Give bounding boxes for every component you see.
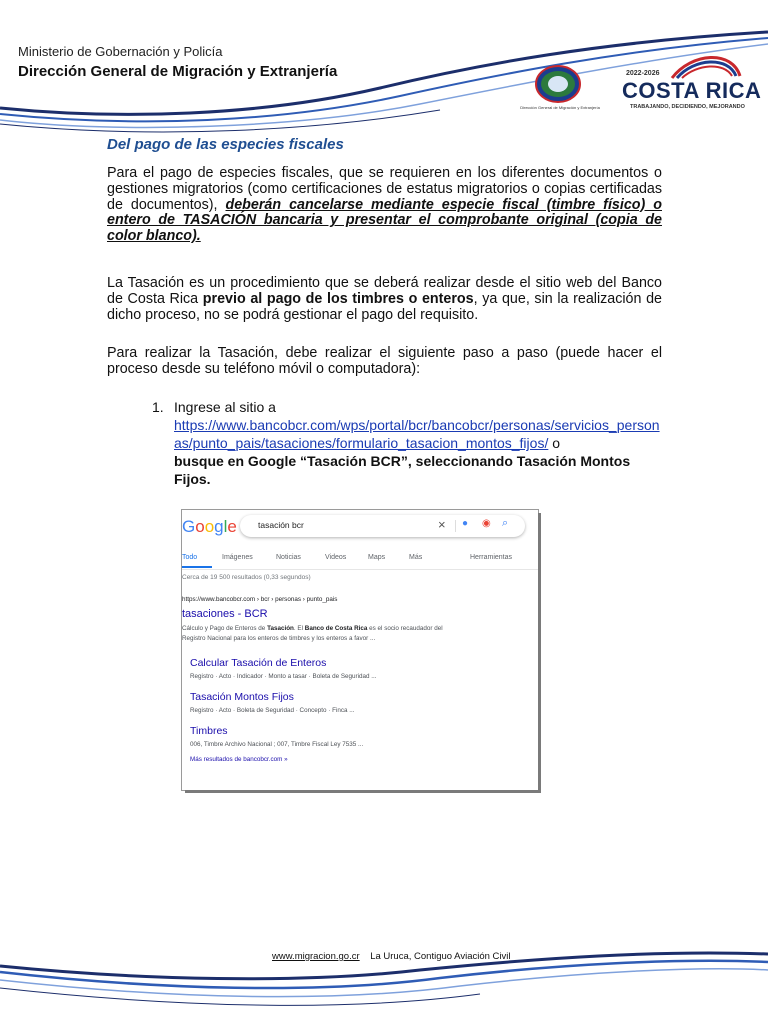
paragraph2-post: , ya que, sin la realización de dicho proceso, no se podrá gestionar el pago del requisito. bbox=[107, 290, 662, 323]
ministry-name: Ministerio de Gobernación y Policía bbox=[18, 44, 223, 59]
section-title: Del pago de las especies fiscales bbox=[107, 136, 344, 153]
sitelink-calcular[interactable]: Calcular Tasación de Enteros bbox=[190, 657, 327, 669]
brand-years: 2022-2026 bbox=[626, 70, 660, 77]
snippet-c: . El bbox=[293, 625, 305, 632]
active-tab-indicator bbox=[182, 566, 212, 568]
search-divider bbox=[455, 520, 456, 532]
google-tabs bbox=[182, 552, 538, 568]
direction-name: Dirección General de Migración y Extranjería bbox=[18, 63, 338, 80]
sitelink-calcular-snippet: Registro · Acto · Indicador · Monto a tasar · Boleta de Seguridad ... bbox=[190, 673, 377, 680]
step-connector: o bbox=[548, 435, 561, 451]
google-search-box[interactable] bbox=[240, 515, 525, 537]
lens-icon[interactable]: ◉ bbox=[482, 518, 491, 529]
step-google-hint: busque en Google “Tasación BCR”, seleccionando Tasación Montos Fijos. bbox=[174, 453, 631, 487]
paragraph1-emphasis: deberán cancelarse mediante especie fiscal (timbre físico) o entero de TASACIÓN bancaria y presentar el comprobante original (copia de color blanco). bbox=[107, 196, 662, 245]
brand-name: COSTA RICA bbox=[622, 78, 762, 103]
paragraph2-pre: La Tasación es un procedimiento que se deberá realizar desde el sitio web del Banco de Costa Rica bbox=[107, 275, 662, 307]
footer-website-link[interactable]: www.migracion.go.cr bbox=[272, 951, 360, 962]
paragraph-payment-requirement bbox=[107, 166, 662, 245]
clear-icon[interactable]: × bbox=[438, 517, 446, 532]
tab-imagenes[interactable]: Imágenes bbox=[222, 554, 253, 561]
more-results-link[interactable]: Más resultados de bancobcr.com » bbox=[190, 756, 288, 763]
seal-caption: Dirección General de Migración y Extranjería bbox=[520, 105, 600, 110]
sitelink-montos-fijos[interactable]: Tasación Montos Fijos bbox=[190, 691, 294, 703]
tabs-divider bbox=[182, 569, 538, 570]
google-logo: Google bbox=[182, 517, 237, 536]
snippet-b: Tasación bbox=[267, 625, 294, 632]
tab-noticias[interactable]: Noticias bbox=[276, 554, 301, 561]
result-stats: Cerca de 19 500 resultados (0,33 segundos) bbox=[182, 574, 311, 581]
step-number: 1. bbox=[152, 399, 164, 415]
step-body bbox=[174, 398, 664, 488]
snippet-line2: Registro Nacional para los enteros de timbres y los enteros a favor ... bbox=[182, 635, 376, 642]
paragraph2-bold: previo al pago de los timbres o enteros bbox=[202, 290, 474, 307]
tab-todo[interactable]: Todo bbox=[182, 554, 198, 561]
sitelink-timbres[interactable]: Timbres bbox=[190, 725, 228, 737]
tab-mas[interactable]: Más bbox=[409, 554, 423, 561]
sitelink-timbres-snippet: 006, Timbre Archivo Nacional ; 007, Timbre Fiscal Ley 7535 ... bbox=[190, 741, 364, 748]
snippet-e: es el socio recaudador del bbox=[367, 625, 443, 632]
google-search-query: tasación bcr bbox=[258, 520, 304, 530]
paragraph1-text: Para el pago de especies fiscales, que se requieren en los diferentes documentos o gestiones migratorios (como certificaciones de estatus migratorios o copias certificadas de documentos), bbox=[107, 165, 662, 213]
search-icon[interactable]: ⌕ bbox=[502, 517, 509, 529]
snippet-a: Cálculo y Pago de Enteros de bbox=[182, 625, 268, 632]
footer-address: La Uruca, Contiguo Aviación Civil bbox=[370, 951, 511, 962]
bcr-tasacion-link[interactable]: https://www.bancobcr.com/wps/portal/bcr/bancobcr/personas/servicios_personas/punto_pais/tasaciones/formulario_tasacion_montos_fijos/ bbox=[174, 417, 660, 451]
tab-herramientas[interactable]: Herramientas bbox=[470, 554, 513, 561]
sitelink-montos-fijos-snippet: Registro · Acto · Boleta de Seguridad · Concepto · Finca ... bbox=[190, 707, 355, 714]
microphone-icon[interactable]: ● bbox=[462, 518, 469, 529]
tab-maps[interactable]: Maps bbox=[368, 554, 386, 561]
result-title[interactable]: tasaciones - BCR bbox=[182, 608, 268, 620]
tab-videos[interactable]: Videos bbox=[325, 554, 347, 561]
paragraph-tasacion bbox=[107, 276, 662, 323]
brand-slogan: TRABAJANDO, DECIDIENDO, MEJORANDO bbox=[630, 104, 745, 110]
footer-wave-decoration bbox=[0, 940, 768, 1024]
snippet-d: Banco de Costa Rica bbox=[304, 625, 368, 632]
step-intro: Ingrese al sitio a bbox=[174, 399, 276, 415]
result-snippet bbox=[182, 624, 482, 644]
google-search-screenshot bbox=[182, 510, 538, 790]
paragraph-steps-intro: Para realizar la Tasación, debe realizar el siguiente paso a paso (puede hacer el proceso desde su teléfono móvil o computadora): bbox=[107, 345, 662, 377]
result-url[interactable]: https://www.bancobcr.com › bcr › personas › punto_pais bbox=[182, 596, 338, 603]
